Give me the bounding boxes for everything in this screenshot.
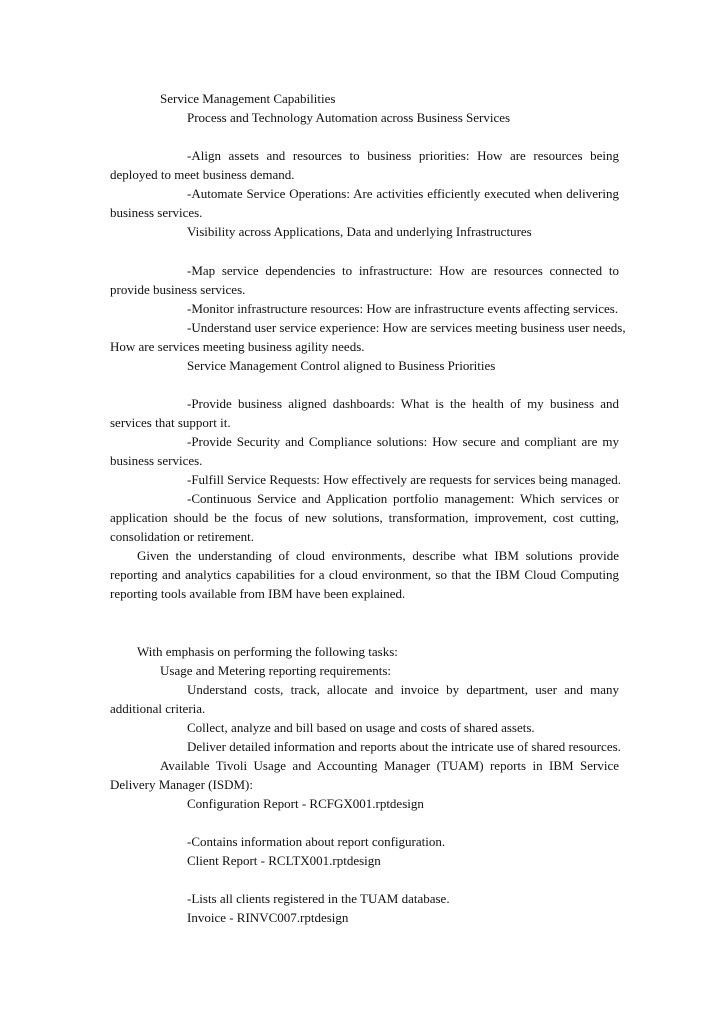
body-line: -Automate Service Operations: Are activities efficiently executed when delivering (187, 186, 619, 201)
body-line: -Provide business aligned dashboards: What is the health of my business and (187, 396, 619, 411)
body-line: business services. (110, 453, 203, 468)
body-line: Delivery Manager (ISDM): (110, 777, 253, 792)
report-name: Configuration Report - RCFGX001.rptdesign (187, 796, 424, 811)
subsection-heading: Usage and Metering reporting requirements: (160, 663, 392, 678)
body-line: consolidation or retirement. (110, 529, 255, 544)
body-line: -Fulfill Service Requests: How effectively are requests for services being managed. (187, 472, 622, 487)
body-line: business services. (110, 205, 203, 220)
body-line: How are services meeting business agility needs. (110, 339, 365, 354)
section-heading: Service Management Capabilities (160, 91, 336, 106)
body-line: Given the understanding of cloud environments, describe what IBM solutions provide (137, 548, 619, 563)
body-line: additional criteria. (110, 701, 206, 716)
body-line: -Monitor infrastructure resources: How are infrastructure events affecting services. (187, 301, 619, 316)
body-line: -Align assets and resources to business priorities: How are resources being (187, 148, 619, 163)
report-name: Client Report - RCLTX001.rptdesign (187, 853, 381, 868)
body-line: -Provide Security and Compliance solutions: How secure and compliant are my (187, 434, 619, 449)
subsection-heading: Process and Technology Automation across Business Services (187, 110, 511, 125)
body-line: Available Tivoli Usage and Accounting Manager (TUAM) reports in IBM Service (160, 758, 619, 773)
subsection-heading: Service Management Control aligned to Business Priorities (187, 358, 496, 373)
body-line: provide business services. (110, 282, 246, 297)
body-line: -Map service dependencies to infrastructure: How are resources connected to (187, 263, 619, 278)
body-line: Collect, analyze and bill based on usage and costs of shared assets. (187, 720, 535, 735)
section-heading: With emphasis on performing the following tasks: (137, 644, 398, 659)
body-line: Deliver detailed information and reports about the intricate use of shared resources. (187, 739, 621, 754)
body-line: deployed to meet business demand. (110, 167, 295, 182)
report-name: Invoice - RINVC007.rptdesign (187, 910, 349, 925)
body-line: Understand costs, track, allocate and invoice by department, user and many (187, 682, 619, 697)
body-line: reporting and analytics capabilities for a cloud environment, so that the IBM Cloud Computing (110, 567, 619, 582)
body-line: -Continuous Service and Application portfolio management: Which services or (187, 491, 619, 506)
subsection-heading: Visibility across Applications, Data and underlying Infrastructures (187, 224, 532, 239)
body-line: -Understand user service experience: How are services meeting business user needs, (187, 320, 626, 335)
report-description: -Lists all clients registered in the TUAM database. (187, 891, 450, 906)
body-line: services that support it. (110, 415, 231, 430)
body-line: reporting tools available from IBM have been explained. (110, 586, 406, 601)
report-description: -Contains information about report configuration. (187, 834, 446, 849)
body-line: application should be the focus of new solutions, transformation, improvement, cost cutting, (110, 510, 619, 525)
